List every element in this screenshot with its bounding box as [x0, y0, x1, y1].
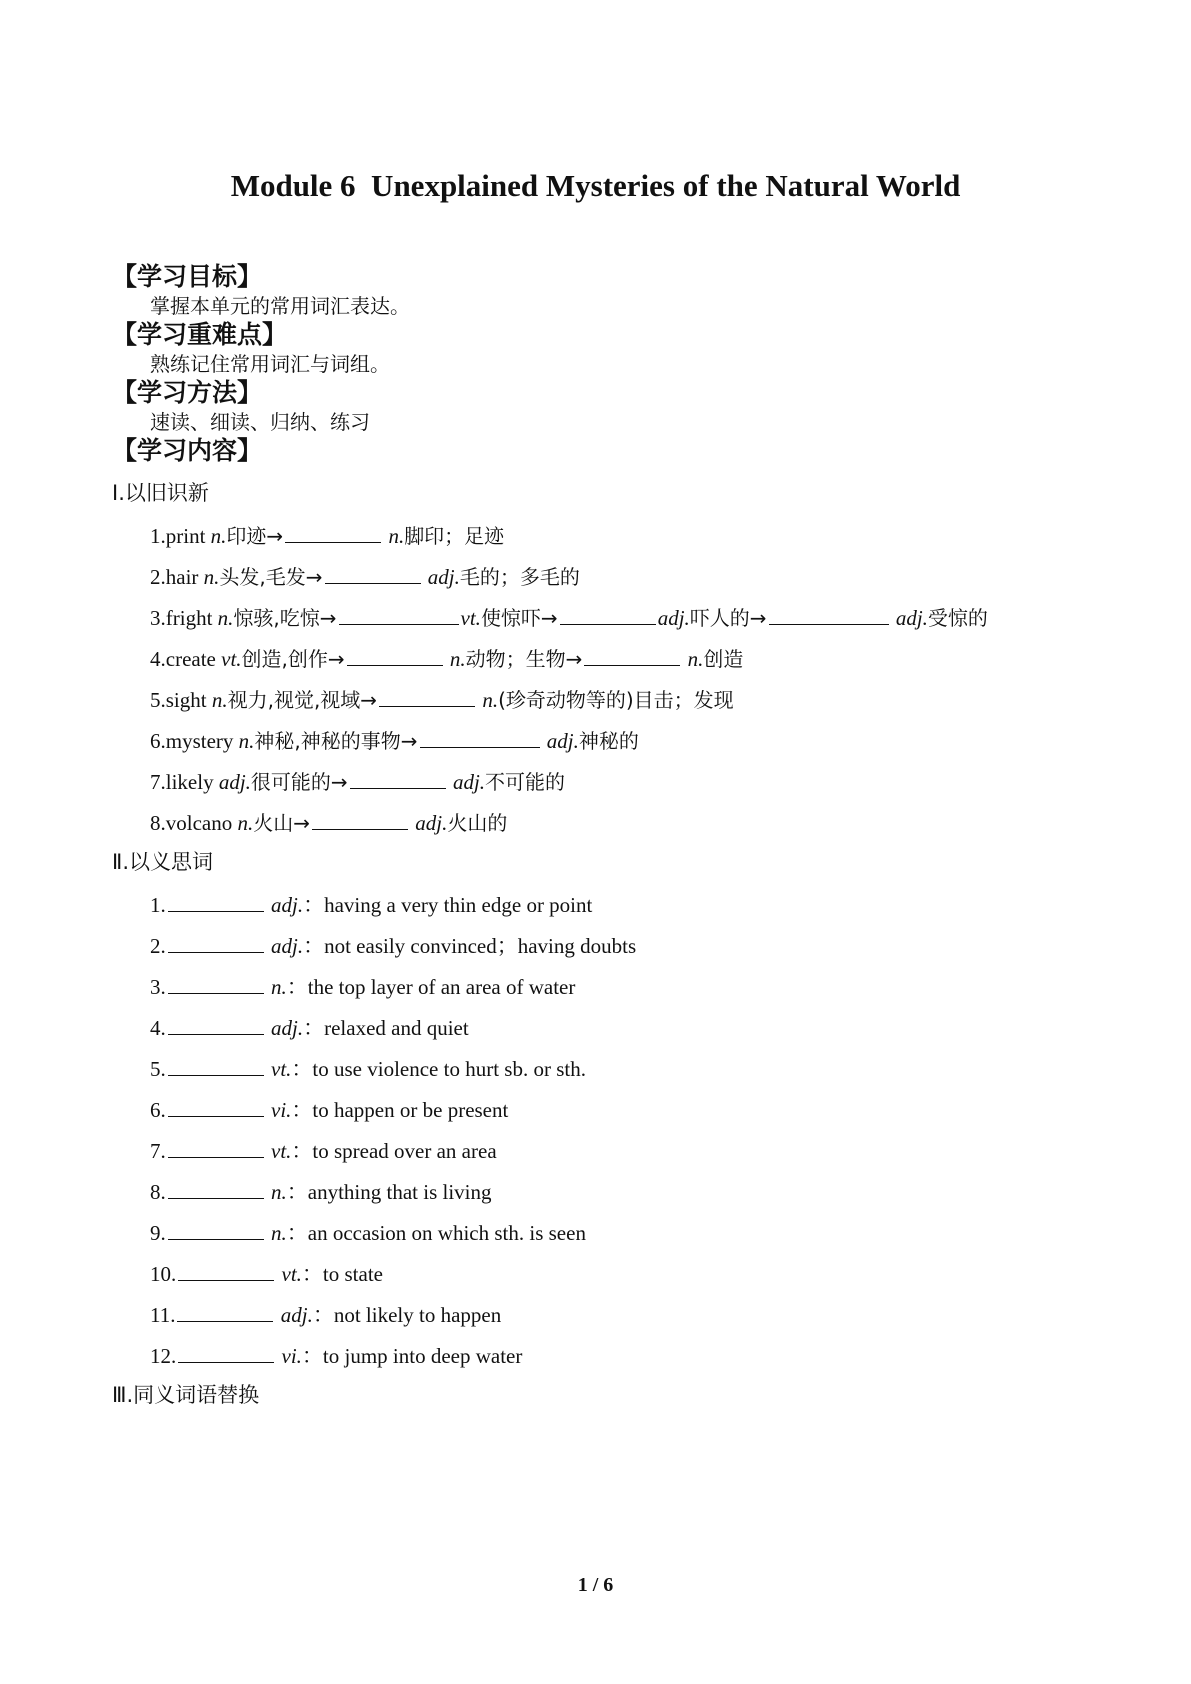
answer-blank[interactable] — [168, 1094, 264, 1117]
part2-heading: Ⅱ.以义思词 — [112, 850, 214, 874]
list-item: 7.likely adj.很可能的→ adj.不可能的 — [150, 766, 565, 796]
answer-blank[interactable] — [420, 725, 540, 748]
answer-blank[interactable] — [285, 520, 381, 543]
list-item: 1. adj.：having a very thin edge or point — [150, 889, 592, 919]
list-item: 4.create vt.创造,创作→ n.动物；生物→ n.创造 — [150, 643, 743, 673]
answer-blank[interactable] — [168, 1135, 264, 1158]
part1-heading: Ⅰ.以旧识新 — [112, 481, 209, 505]
section-heading-method: 【学习方法】 — [112, 378, 263, 407]
list-item: 8.volcano n.火山→ adj.火山的 — [150, 807, 507, 837]
list-item: 11. adj.：not likely to happen — [150, 1299, 501, 1329]
answer-blank[interactable] — [168, 1053, 264, 1076]
page-number: 1 / 6 — [577, 1574, 614, 1596]
answer-blank[interactable] — [769, 602, 889, 625]
answer-blank[interactable] — [339, 602, 459, 625]
list-item: 6.mystery n.神秘,神秘的事物→ adj.神秘的 — [150, 725, 639, 755]
answer-blank[interactable] — [168, 1012, 264, 1035]
list-item: 10. vt.：to state — [150, 1258, 383, 1288]
list-item: 7. vt.：to spread over an area — [150, 1135, 497, 1165]
answer-blank[interactable] — [379, 684, 475, 707]
list-item: 5. vt.：to use violence to hurt sb. or sth. — [150, 1053, 586, 1083]
answer-blank[interactable] — [178, 1340, 274, 1363]
list-item: 8. n.：anything that is living — [150, 1176, 492, 1206]
answer-blank[interactable] — [168, 1176, 264, 1199]
page-title: Module 6 Unexplained Mysteries of the Natural World — [230, 168, 961, 203]
section-heading-goal: 【学习目标】 — [112, 262, 263, 291]
part3-heading: Ⅲ.同义词语替换 — [112, 1383, 260, 1407]
section-text-key: 熟练记住常用词汇与词组。 — [150, 352, 390, 376]
answer-blank[interactable] — [312, 807, 408, 830]
answer-blank[interactable] — [178, 1258, 274, 1281]
answer-blank[interactable] — [177, 1299, 273, 1322]
answer-blank[interactable] — [168, 971, 264, 994]
answer-blank[interactable] — [168, 930, 264, 953]
section-text-goal: 掌握本单元的常用词汇表达。 — [150, 294, 410, 318]
list-item: 2.hair n.头发,毛发→ adj.毛的；多毛的 — [150, 561, 580, 591]
list-item: 5.sight n.视力,视觉,视域→ n.(珍奇动物等的)目击；发现 — [150, 684, 734, 714]
answer-blank[interactable] — [325, 561, 421, 584]
list-item: 4. adj.：relaxed and quiet — [150, 1012, 469, 1042]
section-heading-key: 【学习重难点】 — [112, 320, 288, 349]
answer-blank[interactable] — [560, 602, 656, 625]
section-text-method: 速读、细读、归纳、练习 — [150, 410, 370, 434]
list-item: 12. vi.：to jump into deep water — [150, 1340, 522, 1370]
answer-blank[interactable] — [168, 889, 264, 912]
answer-blank[interactable] — [347, 643, 443, 666]
answer-blank[interactable] — [584, 643, 680, 666]
answer-blank[interactable] — [168, 1217, 264, 1240]
list-item: 6. vi.：to happen or be present — [150, 1094, 508, 1124]
list-item: 2. adj.：not easily convinced；having doubts — [150, 930, 636, 960]
list-item: 3.fright n.惊骇,吃惊→ vt.使惊吓→ adj.吓人的→ adj.受惊的 — [150, 602, 988, 632]
list-item: 9. n.：an occasion on which sth. is seen — [150, 1217, 586, 1247]
list-item: 1.print n.印迹→ n.脚印；足迹 — [150, 520, 504, 550]
answer-blank[interactable] — [350, 766, 446, 789]
section-heading-content: 【学习内容】 — [112, 436, 263, 465]
list-item: 3. n.：the top layer of an area of water — [150, 971, 575, 1001]
